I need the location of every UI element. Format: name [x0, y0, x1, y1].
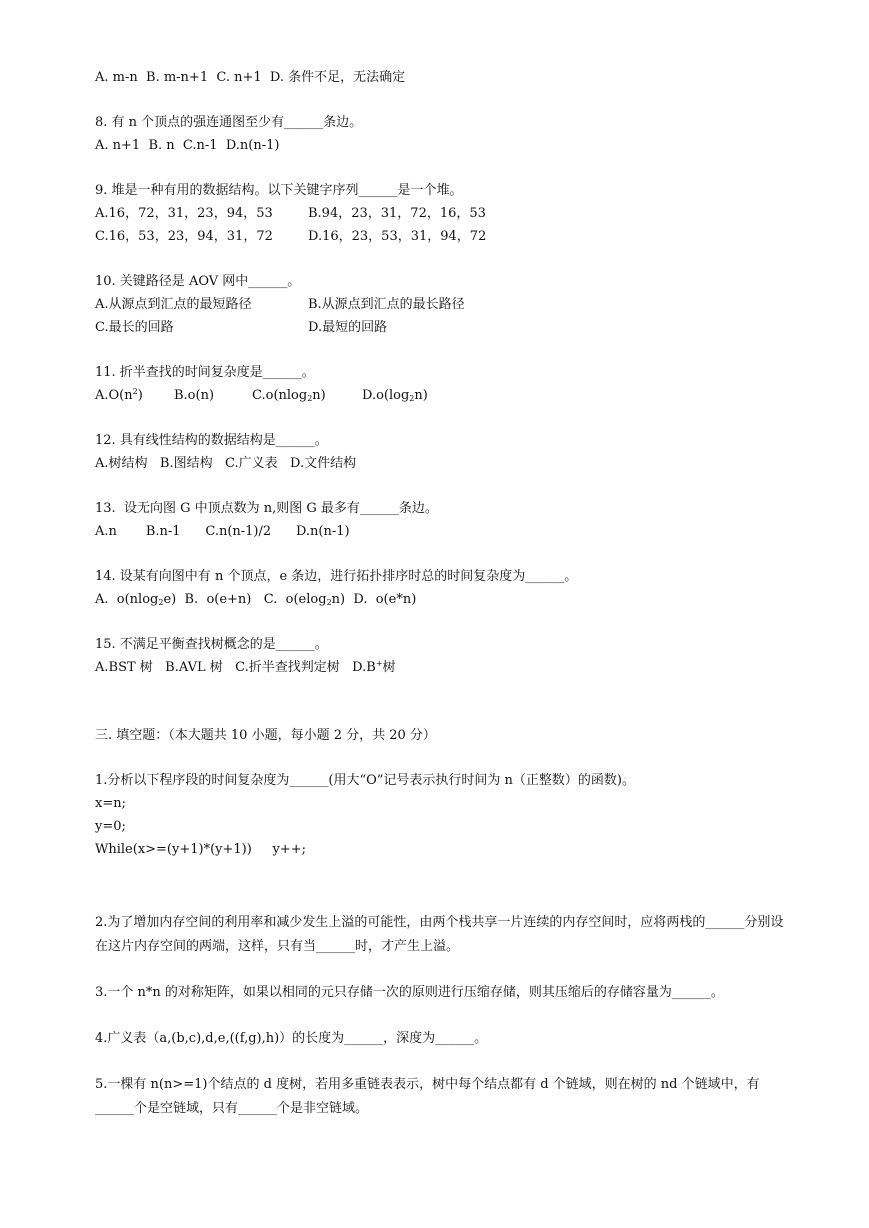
q10-stem: 10. 关键路径是 AOV 网中______。: [95, 274, 301, 289]
q11-options: [95, 384, 795, 407]
q12-options: A.树结构 B.图结构 C.广义表 D.文件结构: [95, 456, 357, 471]
q14-option-a: A. o(nlog$_2$e): [95, 592, 177, 607]
q10-option-a: A.从源点到汇点的最短路径: [95, 297, 252, 312]
q15-stem: 15. 不满足平衡查找树概念的是______。: [95, 637, 328, 652]
q14-options: [95, 588, 795, 611]
q9-option-c: C.16，53，23，94，31，72: [95, 229, 273, 244]
fill-1-stem: 1.分析以下程序段的时间复杂度为______(用大“O”记号表示执行时间为 n（正整数）的函数)。: [95, 773, 636, 788]
q10-option-b: B.从源点到汇点的最长路径: [308, 297, 465, 312]
q11-option-d: $D.o(\log_2n)$: [362, 388, 428, 403]
q9-stem: 9. 堆是一种有用的数据结构。以下关键字序列______是一个堆。: [95, 183, 463, 198]
q9-option-b: B.94，23，31，72，16，53: [308, 206, 486, 221]
q13-options: A.n B.n-1 C.n(n-1)/2 D.n(n-1): [95, 524, 350, 539]
q8-options: A. n+1 B. n C.n-1 D.n(n-1): [95, 138, 280, 153]
q11-option-c: C.o(nlog$_2$n): [252, 388, 326, 403]
q9-options-row1: [95, 202, 795, 225]
exam-page: [95, 66, 795, 1121]
q15-options: A.BST 树 B.AVL 树 C.折半查找判定树 D.B+树: [95, 659, 396, 675]
section-3-title: 三. 填空题：（本大题共 10 小题，每小题 2 分，共 20 分）: [95, 728, 436, 743]
q8-stem: 8. 有 n 个顶点的强连通图至少有______条边。: [95, 115, 363, 130]
fill-5-text: 5.一棵有 n(n>=1)个结点的 d 度树，若用多重链表表示，树中每个结点都有 d 个链域，则在树的 nd 个链域中，有______个是空链域，只有______个是非空链域。: [95, 1077, 760, 1116]
q14-option-c: C. o(elog$_2$n): [263, 592, 346, 607]
q9-option-d: D.16，23，53，31，94，72: [308, 229, 487, 244]
q9-option-a: A.16，72，31，23，94，53: [95, 206, 273, 221]
fill-1-code-line-3: While(x>=(y+1)*(y+1)) y++;: [95, 842, 306, 857]
q10-options-row2: [95, 316, 795, 339]
q14-option-b: B. o(e+n): [176, 592, 264, 607]
fill-4-text: 4.广义表（a,(b,c),d,e,((f,g),h)）的长度为______，深度为______。: [95, 1031, 488, 1046]
q10-option-c: C.最长的回路: [95, 320, 174, 335]
q9-options-row2: [95, 225, 795, 248]
q11-stem: 11. 折半查找的时间复杂度是______。: [95, 365, 315, 380]
fill-2-text: 2.为了增加内存空间的利用率和减少发生上溢的可能性，由两个栈共享一片连续的内存空间时，应将两栈的______分别设在这片内存空间的两端，这样，只有当______时，才产生上溢。: [95, 915, 784, 954]
q10-option-d: D.最短的回路: [308, 320, 388, 335]
q7-options: A. m-n B. m-n+1 C. n+1 D. 条件不足，无法确定: [95, 70, 406, 85]
q14-option-d: D. o(e*n): [345, 592, 417, 607]
fill-1-code-line-1: x=n;: [95, 796, 126, 811]
q10-options-row1: [95, 293, 795, 316]
q11-option-a: $A.O(n^2)$: [95, 387, 143, 403]
q13-stem: 13. 设无向图 G 中顶点数为 n,则图 G 最多有______条边。: [95, 501, 438, 516]
fill-1-code-line-2: y=0;: [95, 819, 126, 834]
q11-option-b: B.o(n): [174, 388, 215, 403]
q12-stem: 12. 具有线性结构的数据结构是______。: [95, 433, 328, 448]
fill-3-text: 3.一个 n*n 的对称矩阵，如果以相同的元只存储一次的原则进行压缩存储，则其压缩后的存储容量为______。: [95, 985, 724, 1000]
q14-stem: 14. 设某有向图中有 n 个顶点，e 条边，进行拓扑排序时总的时间复杂度为______。: [95, 569, 578, 584]
